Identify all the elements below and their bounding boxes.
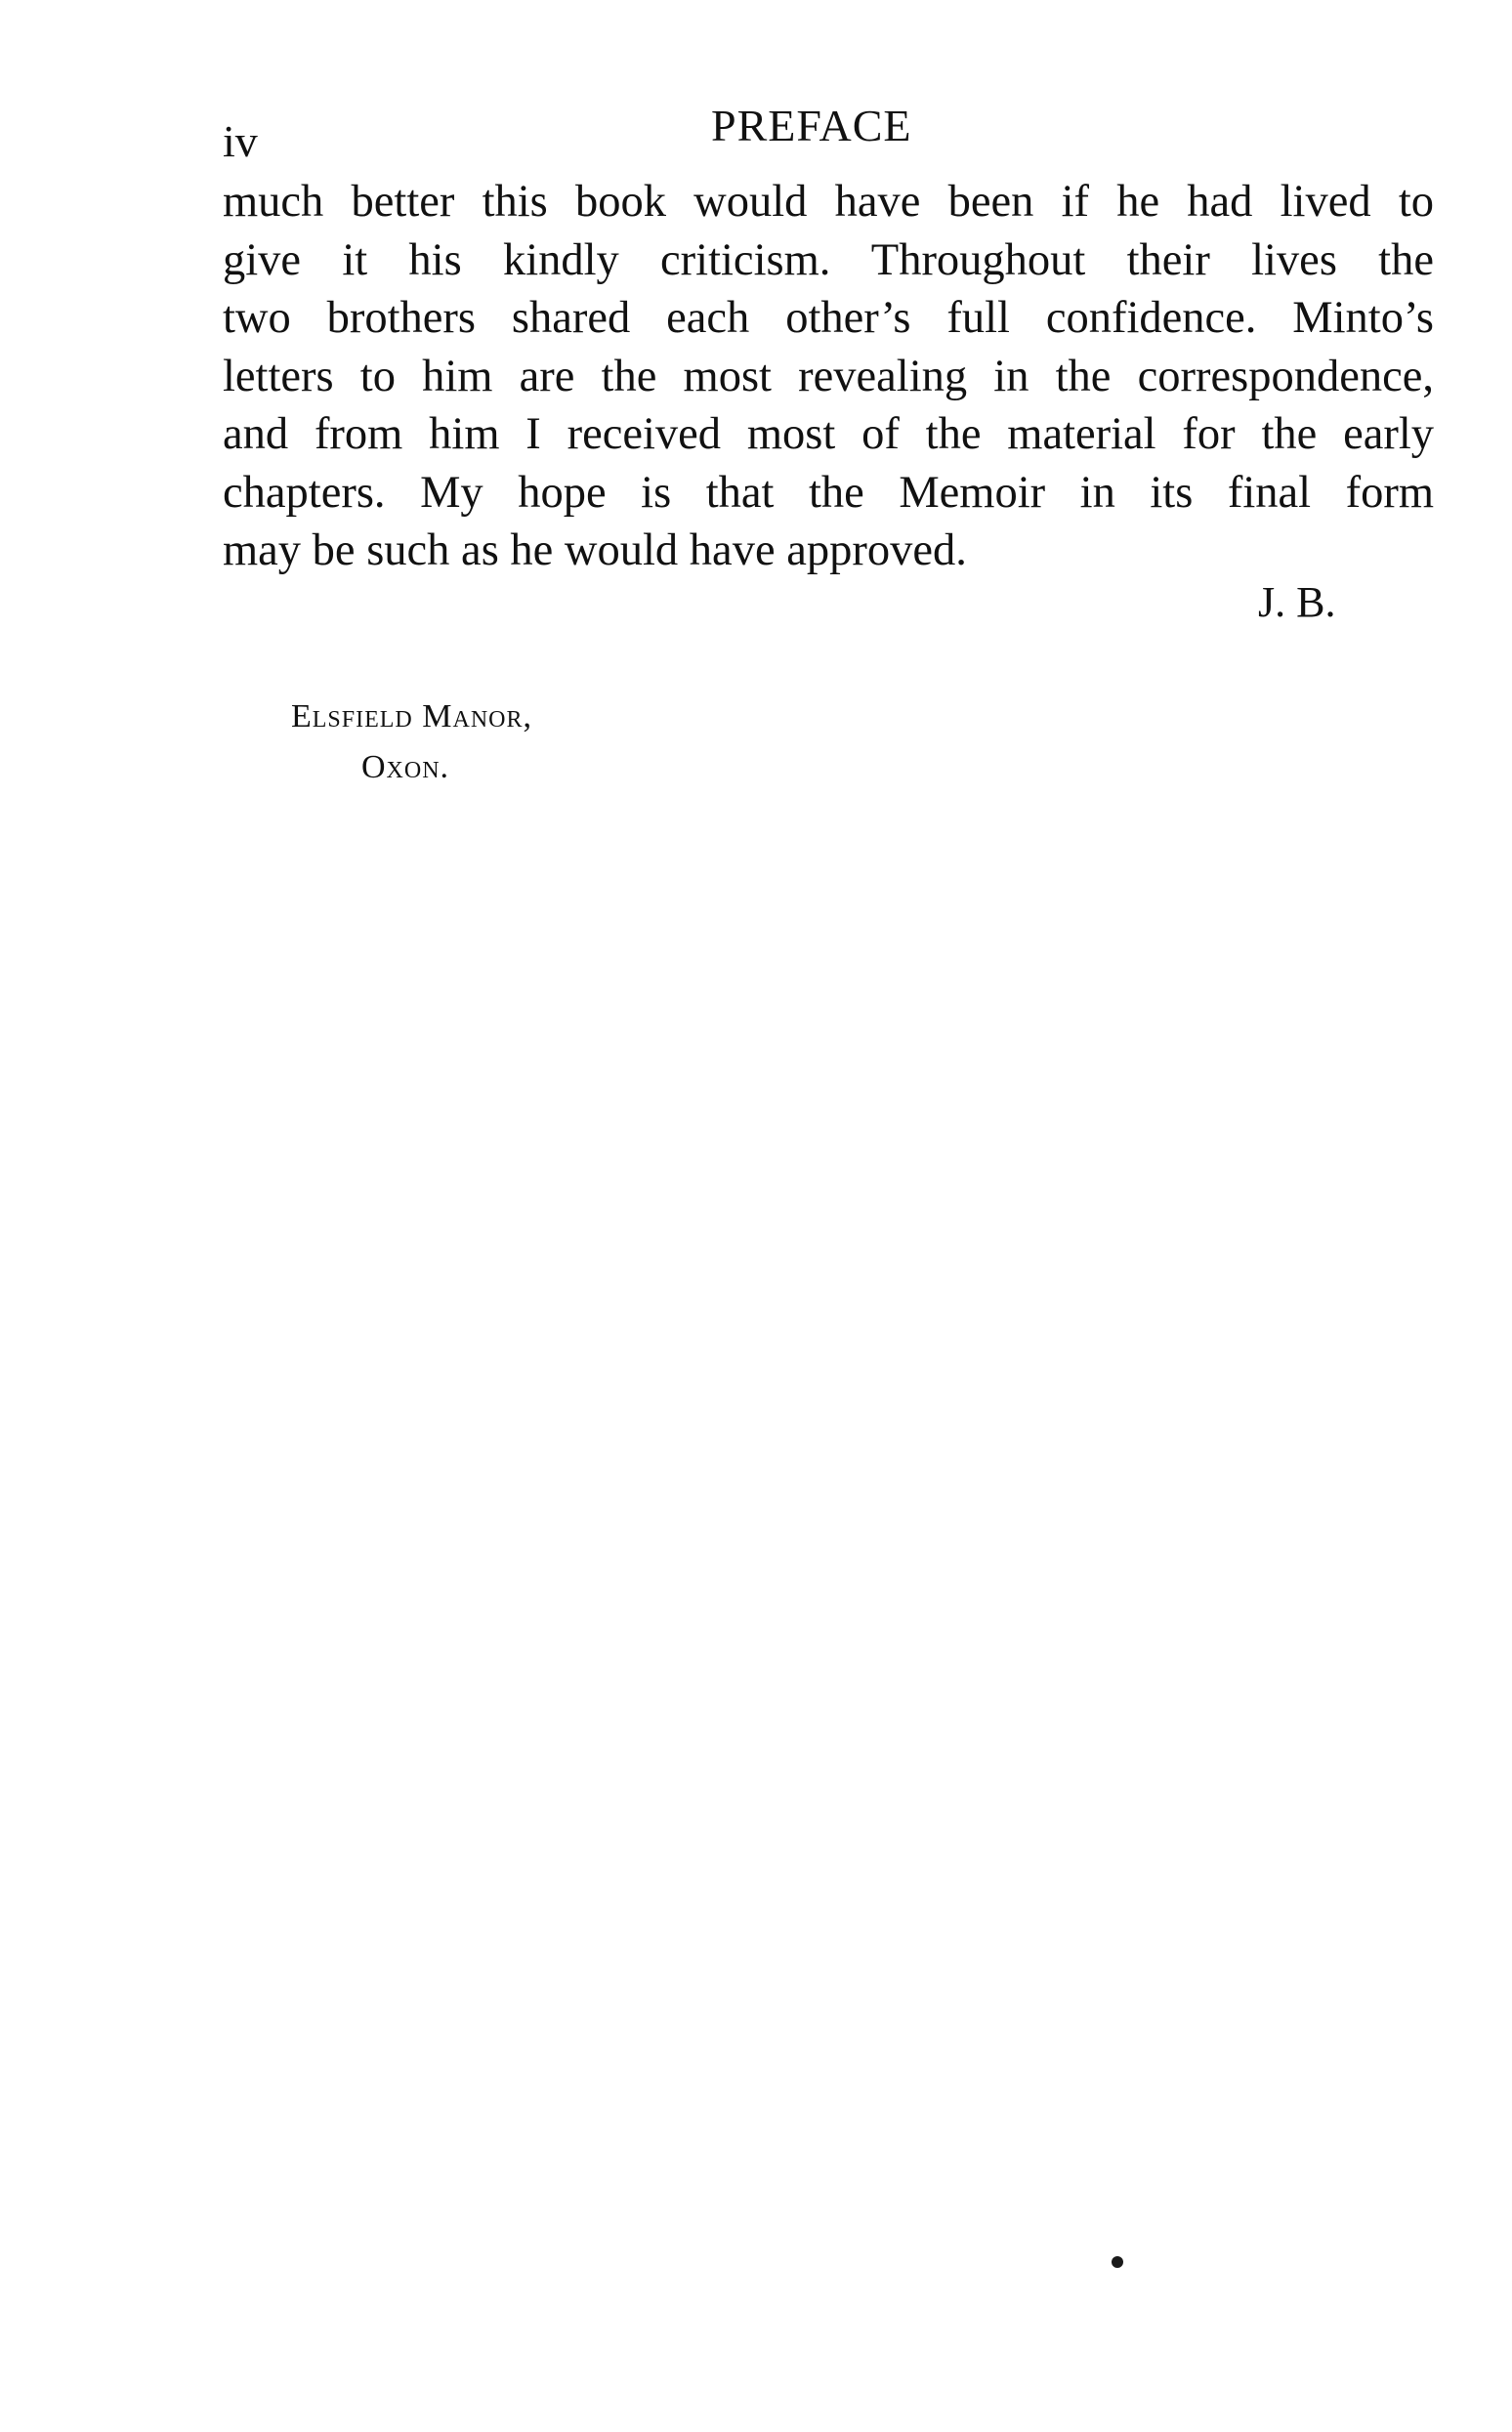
text-line: two brothers shared each other’s full confidence. Minto’s <box>223 293 1434 343</box>
author-signature: J. B. <box>1258 578 1336 626</box>
running-title: PREFACE <box>711 101 912 150</box>
preface-paragraph <box>223 173 1434 580</box>
text-line: chapters. My hope is that the Memoir in its final form <box>223 467 1434 518</box>
text-line: much better this book would have been if he had lived to <box>223 177 1434 227</box>
text-line: and from him I received most of the material for the early <box>223 409 1434 459</box>
text-line: may be such as he would have approved. <box>223 525 967 575</box>
address-line-1: Elsfield Manor, <box>291 698 533 734</box>
address-block <box>291 692 532 793</box>
print-speck <box>1112 2256 1123 2268</box>
text-line: letters to him are the most revealing in the correspondence, <box>223 351 1434 401</box>
page-number: iv <box>223 116 258 166</box>
address-line-2: Oxon. <box>361 749 450 785</box>
running-head <box>223 102 1434 170</box>
text-line: give it his kindly criticism. Throughout their lives the <box>223 234 1434 285</box>
